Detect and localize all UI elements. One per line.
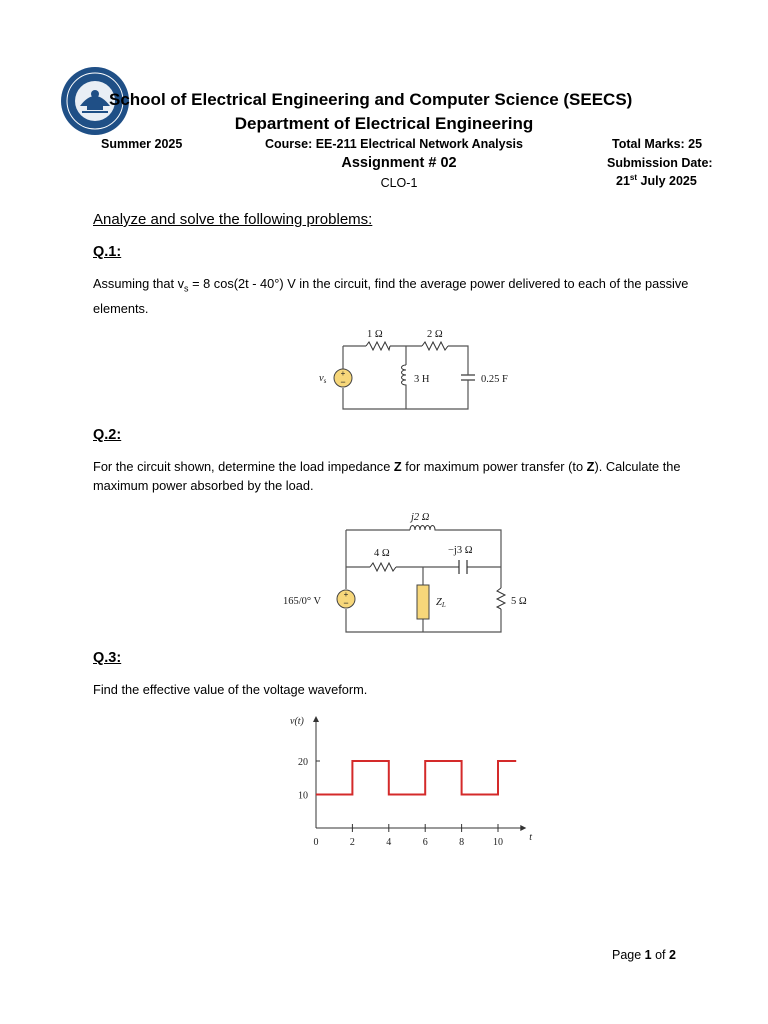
x-axis-arrow <box>520 825 526 831</box>
q2-circuit-diagram <box>270 505 550 637</box>
y-axis-arrow <box>313 716 319 722</box>
assignment-title: Assignment # 02 <box>341 155 457 171</box>
x-tick-label: 6 <box>422 837 428 848</box>
waveform-series-line <box>316 761 516 795</box>
q3-text: Find the effective value of the voltage waveform. <box>93 682 368 697</box>
voltage-waveform-chart <box>278 712 538 852</box>
q1-capacitor-label: 0.25 F <box>481 374 508 385</box>
svg-text:−: − <box>340 377 346 387</box>
x-tick-label: 10 <box>493 837 503 848</box>
x-axis-label: t <box>529 832 533 843</box>
school-title-text: School of Electrical Engineering and Computer Science (SEECS) <box>109 90 633 109</box>
course-label: Course: EE-211 Electrical Network Analysis <box>265 137 523 151</box>
q2-heading: Q.2: <box>93 427 122 443</box>
q1-source-label: vs <box>319 373 327 385</box>
y-axis-label: v(t) <box>290 716 304 727</box>
q1-r2-label: 2 Ω <box>427 329 443 340</box>
q2-r4-label: 4 Ω <box>374 548 390 559</box>
q2-inductor-label: j2 Ω <box>411 512 430 523</box>
q2-source-label: 165/0° V <box>283 596 322 607</box>
term-label: Summer 2025 <box>101 137 183 151</box>
q2-text: For the circuit shown, determine the load impedance Z for maximum power transfer (to Z). Calculate the maximum power absorbed by the load. <box>93 459 681 493</box>
q1-heading: Q.1: <box>93 244 122 260</box>
clo-label: CLO-1 <box>380 176 418 190</box>
q2-capacitor-label: −j3 Ω <box>448 545 473 556</box>
y-tick-label: 20 <box>298 757 308 768</box>
y-tick-label: 10 <box>298 790 308 802</box>
q1-text: Assuming that $v_s = 8$ cos(2t - 40°) V in the circuit, find the average power delivered to each of the passive elements. <box>93 276 689 316</box>
x-tick-label: 4 <box>386 837 392 848</box>
q2-r5-label: 5 Ω <box>511 596 527 607</box>
page-number: Page 1 of 2 <box>612 948 676 962</box>
q3-heading: Q.3: <box>93 650 122 666</box>
q2-load-label: ZL <box>436 597 446 609</box>
instructions-heading: Analyze and solve the following problems: <box>93 211 373 228</box>
q1-inductor-label: 3 H <box>414 374 430 385</box>
svg-text:−: − <box>343 598 349 608</box>
department-title <box>0 114 768 134</box>
q1-circuit-diagram <box>310 325 530 415</box>
submission-date: 21st July 2025 <box>616 173 697 189</box>
q1-r1-label: 1 Ω <box>367 329 383 340</box>
svg-text:+: + <box>343 590 349 599</box>
total-marks: Total Marks: 25 <box>612 137 703 151</box>
x-tick-label: 2 <box>349 837 355 848</box>
school-title <box>109 90 633 110</box>
department-title-text: Department of Electrical Engineering <box>234 114 534 133</box>
x-tick-label: 0 <box>313 837 319 848</box>
x-tick-label: 8 <box>459 837 465 848</box>
submission-date-label: Submission Date: <box>607 156 713 170</box>
svg-text:+: + <box>340 369 346 378</box>
